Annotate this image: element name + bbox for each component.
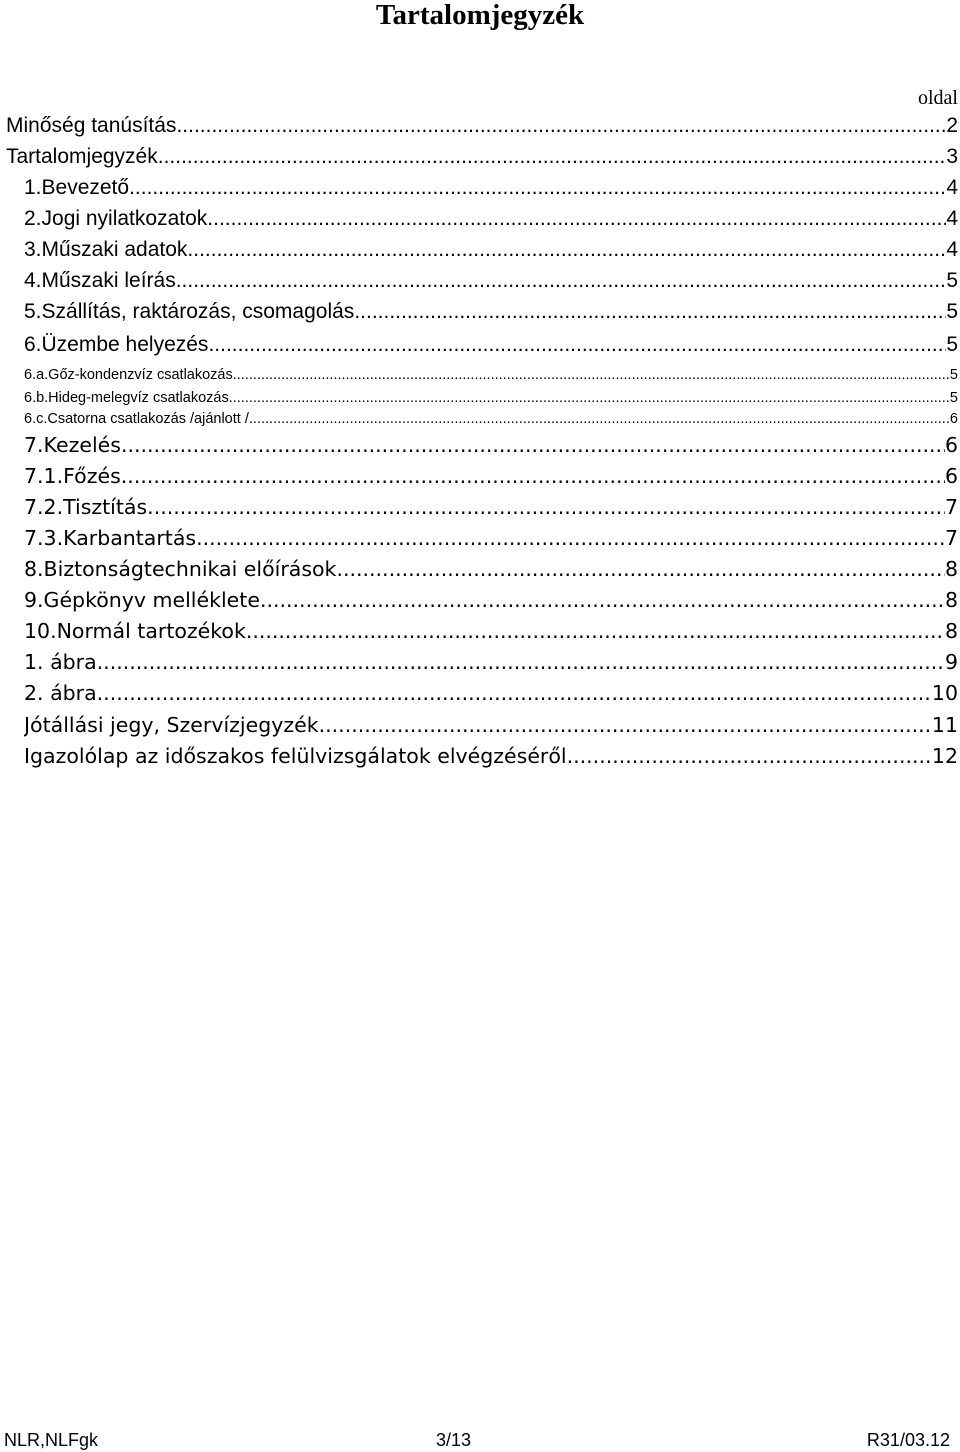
toc-entry-technical-data[interactable] (24, 236, 958, 264)
toc-entry-label: 7.1.Főzés (24, 464, 121, 488)
toc-entry-cooking[interactable] (24, 463, 958, 490)
toc-entry-label: Igazolólap az időszakos felülvizsgálatok elvégzéséről (24, 744, 567, 768)
toc-entry-quality-certificate[interactable] (6, 112, 958, 140)
toc-leader-dots (196, 525, 945, 552)
page-footer (0, 1428, 960, 1452)
toc-entry-operation[interactable] (24, 432, 958, 459)
toc-leader-dots (158, 143, 947, 171)
toc-entry-page: 5 (949, 367, 958, 383)
toc-entry-page: 4 (946, 207, 958, 230)
toc-entry-page: 11 (931, 713, 958, 737)
toc-entry-technical-description[interactable] (24, 267, 958, 295)
toc-entry-label: 5.Szállítás, raktározás, csomagolás (24, 300, 355, 323)
toc-leader-dots (319, 712, 932, 739)
toc-leader-dots (567, 743, 932, 770)
toc-entry-label: 7.2.Tisztítás (24, 495, 148, 519)
toc-leader-dots (121, 432, 945, 459)
toc-entry-label: 4.Műszaki leírás (24, 269, 176, 292)
toc-leader-dots (121, 463, 945, 490)
toc-entry-label: Jótállási jegy, Szervízjegyzék (24, 713, 319, 737)
toc-entry-label: 6.Üzembe helyezés (24, 333, 209, 356)
toc-entry-label: 6.b.Hideg-melegvíz csatlakozás (24, 390, 229, 406)
toc-entry-page: 12 (931, 744, 958, 768)
toc-entry-page: 9 (944, 650, 958, 674)
toc-entry-page: 7 (944, 526, 958, 550)
toc-leader-dots (187, 236, 946, 264)
toc-leader-dots (354, 298, 946, 326)
toc-entry-transport[interactable] (24, 298, 958, 326)
toc-entry-label: 2. ábra (24, 681, 97, 705)
toc-leader-dots (97, 649, 945, 676)
toc-entry-page: 2 (946, 114, 958, 137)
toc-entry-page: 4 (946, 176, 958, 199)
page-title: Tartalomjegyzék (375, 0, 585, 31)
toc-entry-appendix[interactable] (24, 587, 958, 614)
toc-entry-label: 8.Biztonságtechnikai előírások (24, 557, 337, 581)
toc-entry-contents[interactable] (6, 143, 958, 171)
toc-entry-page: 10 (931, 681, 958, 705)
toc-leader-dots (249, 409, 950, 429)
toc-entry-cleaning[interactable] (24, 494, 958, 521)
toc-leader-dots (229, 388, 950, 408)
footer-model: NLR,NLFgk (4, 1430, 99, 1450)
toc-entry-label: 6.a.Gőz-kondenzvíz csatlakozás (24, 367, 233, 383)
toc-entry-legal[interactable] (24, 205, 958, 233)
toc-entry-steam-connection[interactable] (24, 365, 958, 385)
toc-entry-accessories[interactable] (24, 618, 958, 645)
toc-entry-page: 6 (944, 464, 958, 488)
toc-entry-figure-2[interactable] (24, 680, 958, 707)
toc-entry-page: 5 (949, 390, 958, 406)
toc-leader-dots (336, 556, 945, 583)
toc-entry-page: 7 (944, 495, 958, 519)
toc-entry-label: 1. ábra (24, 650, 97, 674)
toc-entry-installation[interactable] (24, 331, 958, 359)
toc-entry-page: 3 (946, 145, 958, 168)
toc-leader-dots (233, 365, 950, 385)
toc-entry-page: 8 (944, 557, 958, 581)
toc-entry-label: 2.Jogi nyilatkozatok (24, 207, 208, 230)
toc-entry-water-connection[interactable] (24, 388, 958, 408)
toc-entry-warranty[interactable] (24, 712, 958, 739)
toc-leader-dots (147, 494, 945, 521)
toc-entry-page: 6 (944, 433, 958, 457)
page-column-header: oldal (918, 87, 958, 109)
footer-revision: R31/03.12 (866, 1430, 950, 1450)
toc-leader-dots (129, 174, 946, 202)
toc-entry-label: Minőség tanúsítás (6, 114, 177, 137)
toc-leader-dots (208, 331, 946, 359)
toc-entry-label: 7.Kezelés (24, 433, 121, 457)
toc-leader-dots (176, 112, 946, 140)
toc-leader-dots (97, 680, 932, 707)
toc-entry-page: 8 (944, 588, 958, 612)
toc-entry-page: 5 (946, 269, 958, 292)
toc-entry-safety[interactable] (24, 556, 958, 583)
toc-entry-page: 6 (949, 411, 958, 427)
toc-entry-page: 5 (946, 333, 958, 356)
toc-entry-page: 5 (946, 300, 958, 323)
toc-entry-label: 3.Műszaki adatok (24, 238, 188, 261)
toc-entry-figure-1[interactable] (24, 649, 958, 676)
footer-page-number: 3/13 (436, 1430, 472, 1450)
toc-entry-page: 8 (944, 619, 958, 643)
toc-leader-dots (207, 205, 946, 233)
toc-leader-dots (260, 587, 945, 614)
toc-entry-maintenance[interactable] (24, 525, 958, 552)
toc-entry-label: 10.Normál tartozékok (24, 619, 246, 643)
toc-entry-inspection-certificate[interactable] (24, 743, 958, 770)
toc-entry-introduction[interactable] (24, 174, 958, 202)
toc-entry-label: 6.c.Csatorna csatlakozás /ajánlott / (24, 411, 249, 427)
toc-entry-label: 9.Gépkönyv melléklete (24, 588, 260, 612)
toc-leader-dots (176, 267, 947, 295)
toc-entry-label: 1.Bevezető (24, 176, 130, 199)
toc-entry-drain-connection[interactable] (24, 409, 958, 429)
toc-entry-label: Tartalomjegyzék (6, 145, 158, 168)
toc-entry-page: 4 (946, 238, 958, 261)
toc-leader-dots (246, 618, 945, 645)
toc-entry-label: 7.3.Karbantartás (24, 526, 197, 550)
